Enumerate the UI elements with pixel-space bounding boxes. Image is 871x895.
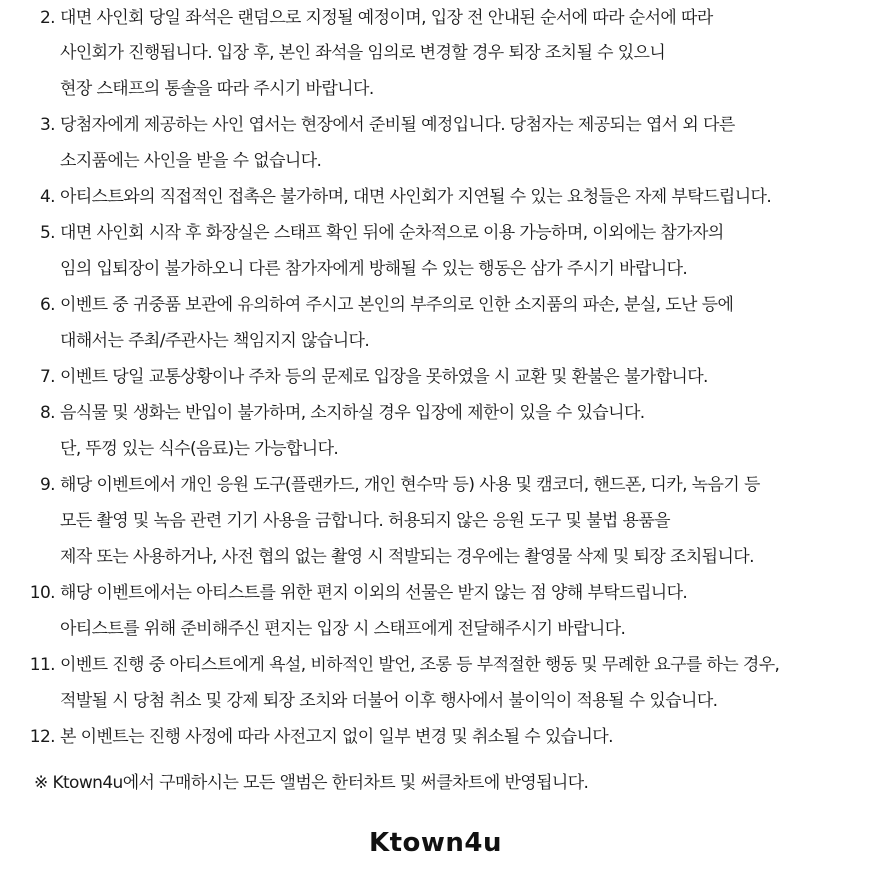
list-item xyxy=(0,467,871,503)
list-item-continuation xyxy=(0,503,871,539)
list-item xyxy=(0,0,871,36)
list-item-continuation xyxy=(0,323,871,359)
list-item-continuation xyxy=(0,71,871,107)
list-item-continuation xyxy=(0,539,871,575)
list-item xyxy=(0,215,871,251)
list-item xyxy=(0,719,871,755)
list-item xyxy=(0,647,871,683)
list-item-continuation xyxy=(0,143,871,179)
item-text: 사인회가 진행됩니다. 입장 후, 본인 좌석을 임의로 변경할 경우 퇴장 조치될 수 있으니 xyxy=(60,43,666,63)
list-item-continuation xyxy=(0,611,871,647)
list-item xyxy=(0,395,871,431)
item-number: 6. xyxy=(39,295,55,315)
item-text: 이벤트 당일 교통상황이나 주차 등의 문제로 입장을 못하였을 시 교환 및 환불은 불가합니다. xyxy=(60,367,708,387)
item-number: 8. xyxy=(39,403,55,423)
item-text: 대면 사인회 당일 좌석은 랜덤으로 지정될 예정이며, 입장 전 안내된 순서에 따라 순서에 따라 xyxy=(60,8,713,28)
list-item-continuation xyxy=(0,683,871,719)
item-number: 11. xyxy=(29,655,55,675)
list-item-continuation xyxy=(0,35,871,71)
item-text: 적발될 시 당첨 취소 및 강제 퇴장 조치와 더불어 이후 행사에서 불이익이 적용될 수 있습니다. xyxy=(60,691,718,711)
list-item xyxy=(0,575,871,611)
item-text: 제작 또는 사용하거나, 사전 협의 없는 촬영 시 적발되는 경우에는 촬영물 삭제 및 퇴장 조치됩니다. xyxy=(60,547,754,567)
item-number: 9. xyxy=(39,475,55,495)
item-text: 모든 촬영 및 녹음 관련 기기 사용을 금합니다. 허용되지 않은 응원 도구 및 불법 용품을 xyxy=(60,511,671,531)
item-text: 임의 입퇴장이 불가하오니 다른 참가자에게 방해될 수 있는 행동은 삼가 주시기 바랍니다. xyxy=(60,259,688,279)
item-text: 소지품에는 사인을 받을 수 없습니다. xyxy=(60,151,322,171)
item-number: 3. xyxy=(39,115,55,135)
item-text: 음식물 및 생화는 반입이 불가하며, 소지하실 경우 입장에 제한이 있을 수 있습니다. xyxy=(60,403,645,423)
item-number: 7. xyxy=(39,367,55,387)
item-text: 현장 스태프의 통솔을 따라 주시기 바랍니다. xyxy=(60,79,374,99)
list-item xyxy=(0,359,871,395)
item-text: 본 이벤트는 진행 사정에 따라 사전고지 없이 일부 변경 및 취소될 수 있습니다. xyxy=(60,727,613,747)
item-text: 아티스트를 위해 준비해주신 편지는 입장 시 스태프에게 전달해주시기 바랍니다. xyxy=(60,619,626,639)
item-number: 4. xyxy=(39,187,55,207)
item-text: 대해서는 주최/주관사는 책임지지 않습니다. xyxy=(60,331,370,351)
item-number: 2. xyxy=(39,8,55,28)
item-text: 해당 이벤트에서는 아티스트를 위한 편지 이외의 선물은 받지 않는 점 양해 부탁드립니다. xyxy=(60,583,688,603)
footnote: ※ Ktown4u에서 구매하시는 모든 앨범은 한터차트 및 써클차트에 반영됩니다. xyxy=(34,773,589,793)
item-text: 대면 사인회 시작 후 화장실은 스태프 확인 뒤에 순차적으로 이용 가능하며, 이외에는 참가자의 xyxy=(60,223,724,243)
list-item-continuation xyxy=(0,431,871,467)
list-item xyxy=(0,107,871,143)
ktown4u-logo: Ktown4u xyxy=(368,828,503,858)
item-number: 10. xyxy=(29,583,55,603)
item-text: 단, 뚜껑 있는 식수(음료)는 가능합니다. xyxy=(60,439,339,459)
item-text: 이벤트 진행 중 아티스트에게 욕설, 비하적인 발언, 조롱 등 부적절한 행동 및 무례한 요구를 하는 경우, xyxy=(60,655,780,675)
item-text: 아티스트와의 직접적인 접촉은 불가하며, 대면 사인회가 지연될 수 있는 요청들은 자제 부탁드립니다. xyxy=(60,187,772,207)
list-item xyxy=(0,287,871,323)
list-item xyxy=(0,179,871,215)
list-item-continuation xyxy=(0,251,871,287)
item-text: 해당 이벤트에서 개인 응원 도구(플랜카드, 개인 현수막 등) 사용 및 캠코더, 핸드폰, 디카, 녹음기 등 xyxy=(60,475,760,495)
item-text: 이벤트 중 귀중품 보관에 유의하여 주시고 본인의 부주의로 인한 소지품의 파손, 분실, 도난 등에 xyxy=(60,295,734,315)
item-number: 5. xyxy=(39,223,55,243)
item-number: 12. xyxy=(29,727,55,747)
item-text: 당첨자에게 제공하는 사인 엽서는 현장에서 준비될 예정입니다. 당첨자는 제공되는 엽서 외 다른 xyxy=(60,115,735,135)
